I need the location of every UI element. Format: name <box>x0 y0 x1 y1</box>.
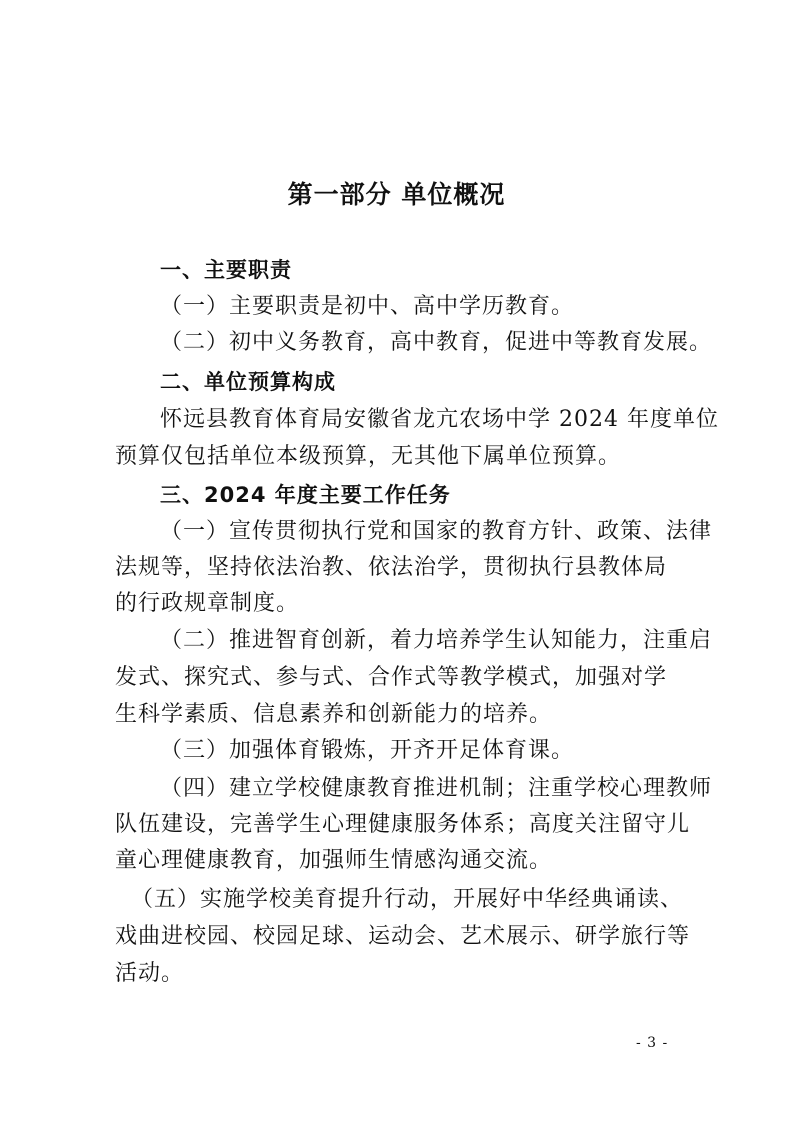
task-2-line-2: 发式、探究式、参与式、合作式等教学模式，加强对学 <box>115 665 668 690</box>
budget-composition-line-2: 预算仅包括单位本级预算，无其他下属单位预算。 <box>115 444 622 469</box>
task-1-line-3: 的行政规章制度。 <box>115 591 300 616</box>
task-3-line-1: （三）加强体育锻炼，开齐开足体育课。 <box>160 738 575 763</box>
duty-item-2: （二）初中义务教育，高中教育，促进中等教育发展。 <box>160 330 713 355</box>
section-heading-main-tasks: 三、2024 年度主要工作任务 <box>160 483 451 507</box>
task-4-line-2: 队伍建设，完善学生心理健康服务体系；高度关注留守儿 <box>115 812 691 837</box>
task-5-line-2: 戏曲进校园、校园足球、运动会、艺术展示、研学旅行等 <box>115 924 691 949</box>
page-title: 第一部分 单位概况 <box>287 180 506 209</box>
page-number: - 3 - <box>636 1035 669 1051</box>
task-4-line-1: （四）建立学校健康教育推进机制；注重学校心理教师 <box>160 776 713 801</box>
task-2-line-3: 生科学素质、信息素养和创新能力的培养。 <box>115 702 553 727</box>
budget-composition-line-1: 怀远县教育体育局安徽省龙亢农场中学 2024 年度单位 <box>160 407 719 432</box>
task-5-line-3: 活动。 <box>115 961 185 986</box>
duty-item-1: （一）主要职责是初中、高中学历教育。 <box>160 294 575 319</box>
section-heading-main-duties: 一、主要职责 <box>160 258 292 282</box>
task-2-line-1: （二）推进智育创新，着力培养学生认知能力，注重启 <box>160 628 713 653</box>
section-heading-budget-composition: 二、单位预算构成 <box>160 370 336 394</box>
task-5-line-1: （五）实施学校美育提升行动，开展好中华经典诵读、 <box>131 887 684 912</box>
task-4-line-3: 童心理健康教育，加强师生情感沟通交流。 <box>115 848 553 873</box>
task-1-line-1: （一）宣传贯彻执行党和国家的教育方针、政策、法律 <box>160 519 713 544</box>
task-1-line-2: 法规等，坚持依法治教、依法治学，贯彻执行县教体局 <box>115 555 668 580</box>
